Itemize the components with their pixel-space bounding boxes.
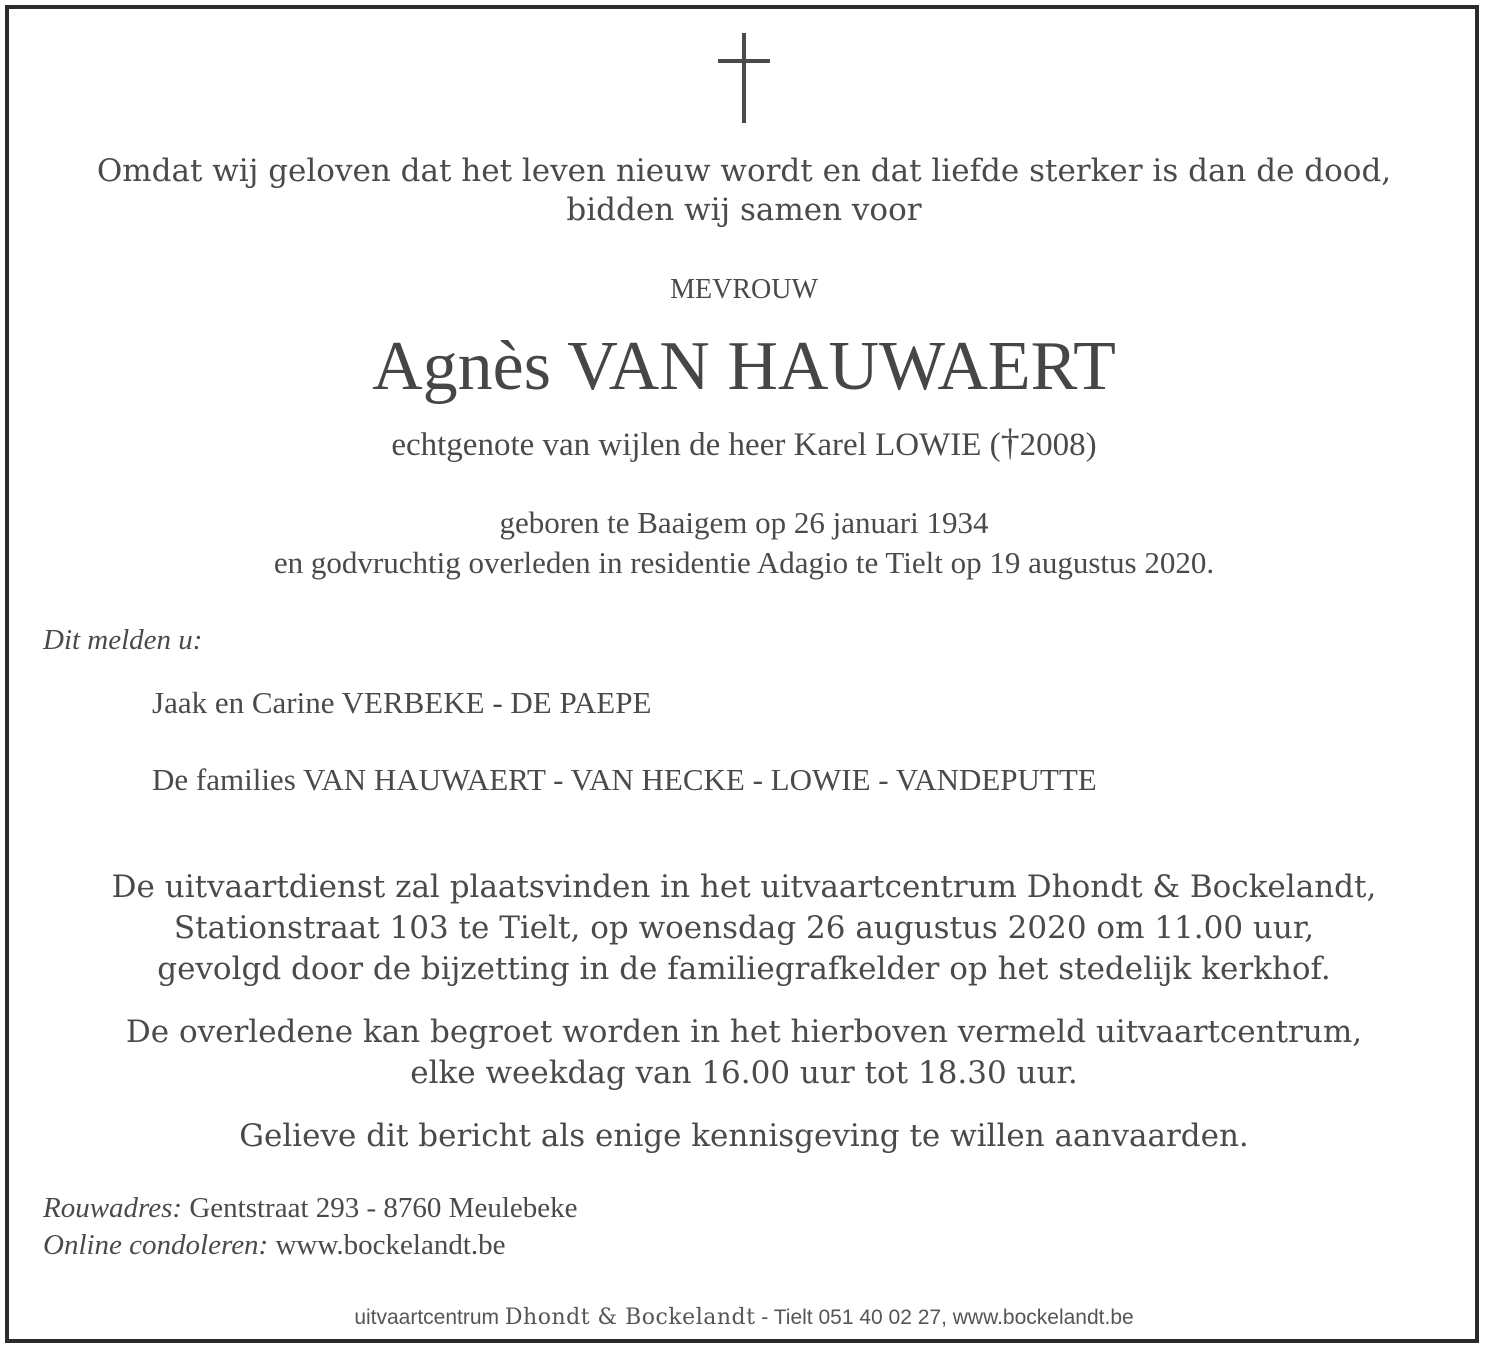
address-label: Rouwadres: — [43, 1192, 183, 1224]
address-line — [43, 1190, 578, 1226]
notice-line: Gelieve dit bericht als enige kennisgeving te willen aanvaarden. — [239, 1118, 1249, 1154]
intro-text — [20, 152, 1468, 230]
footer-suffix: - Tielt 051 40 02 27, www.bockelandt.be — [761, 1306, 1134, 1329]
birth-line: geboren te Baaigem op 26 januari 1934 — [499, 505, 989, 540]
visitation-details — [20, 1012, 1468, 1094]
spouse-year: 2008) — [1019, 427, 1097, 463]
announcement-label: Dit melden u: — [43, 624, 203, 656]
footer-brand: Dhondt & Bockelandt — [504, 1305, 756, 1330]
funeral-details — [20, 867, 1468, 990]
cross-icon — [718, 33, 770, 123]
intro-line-2: bidden wij samen voor — [566, 192, 922, 228]
funeral-line-3: gevolgd door de bijzetting in de familiegrafkelder op het stedelijk kerkhof. — [157, 951, 1331, 987]
online-link[interactable]: www.bockelandt.be — [275, 1229, 506, 1261]
online-label: Online condoleren: — [43, 1229, 269, 1261]
mourner-line: De families VAN HAUWAERT - VAN HECKE - LOWIE - VANDEPUTTE — [152, 762, 1097, 797]
intro-line-1: Omdat wij geloven dat het leven nieuw wordt en dat liefde sterker is dan de dood, — [96, 153, 1392, 189]
death-line: en godvruchtig overleden in residentie Adagio te Tielt op 19 augustus 2020. — [273, 545, 1215, 580]
dagger-icon: † — [1000, 422, 1020, 464]
funeral-line-1: De uitvaartdienst zal plaatsvinden in het uitvaartcentrum Dhondt & Bockelandt, — [111, 869, 1377, 905]
life-dates — [20, 503, 1468, 583]
honorific: MEVROUW — [670, 274, 818, 305]
online-line — [43, 1227, 506, 1263]
mourner-line: Jaak en Carine VERBEKE - DE PAEPE — [152, 685, 652, 720]
visit-line-1: De overledene kan begroet worden in het hierboven vermeld uitvaartcentrum, — [125, 1014, 1363, 1050]
spouse-text: echtgenote van wijlen de heer Karel LOWIE ( — [391, 427, 1001, 463]
visit-line-2: elke weekdag van 16.00 uur tot 18.30 uur. — [410, 1055, 1078, 1091]
address-value: Gentstraat 293 - 8760 Meulebeke — [189, 1192, 578, 1224]
deceased-name: Agnès VAN HAUWAERT — [372, 328, 1116, 405]
funeral-line-2: Stationstraat 103 te Tielt, op woensdag 26 augustus 2020 om 11.00 uur, — [173, 910, 1315, 946]
footer — [20, 1305, 1468, 1331]
footer-prefix: uitvaartcentrum — [354, 1306, 500, 1329]
spouse-line — [20, 421, 1468, 467]
